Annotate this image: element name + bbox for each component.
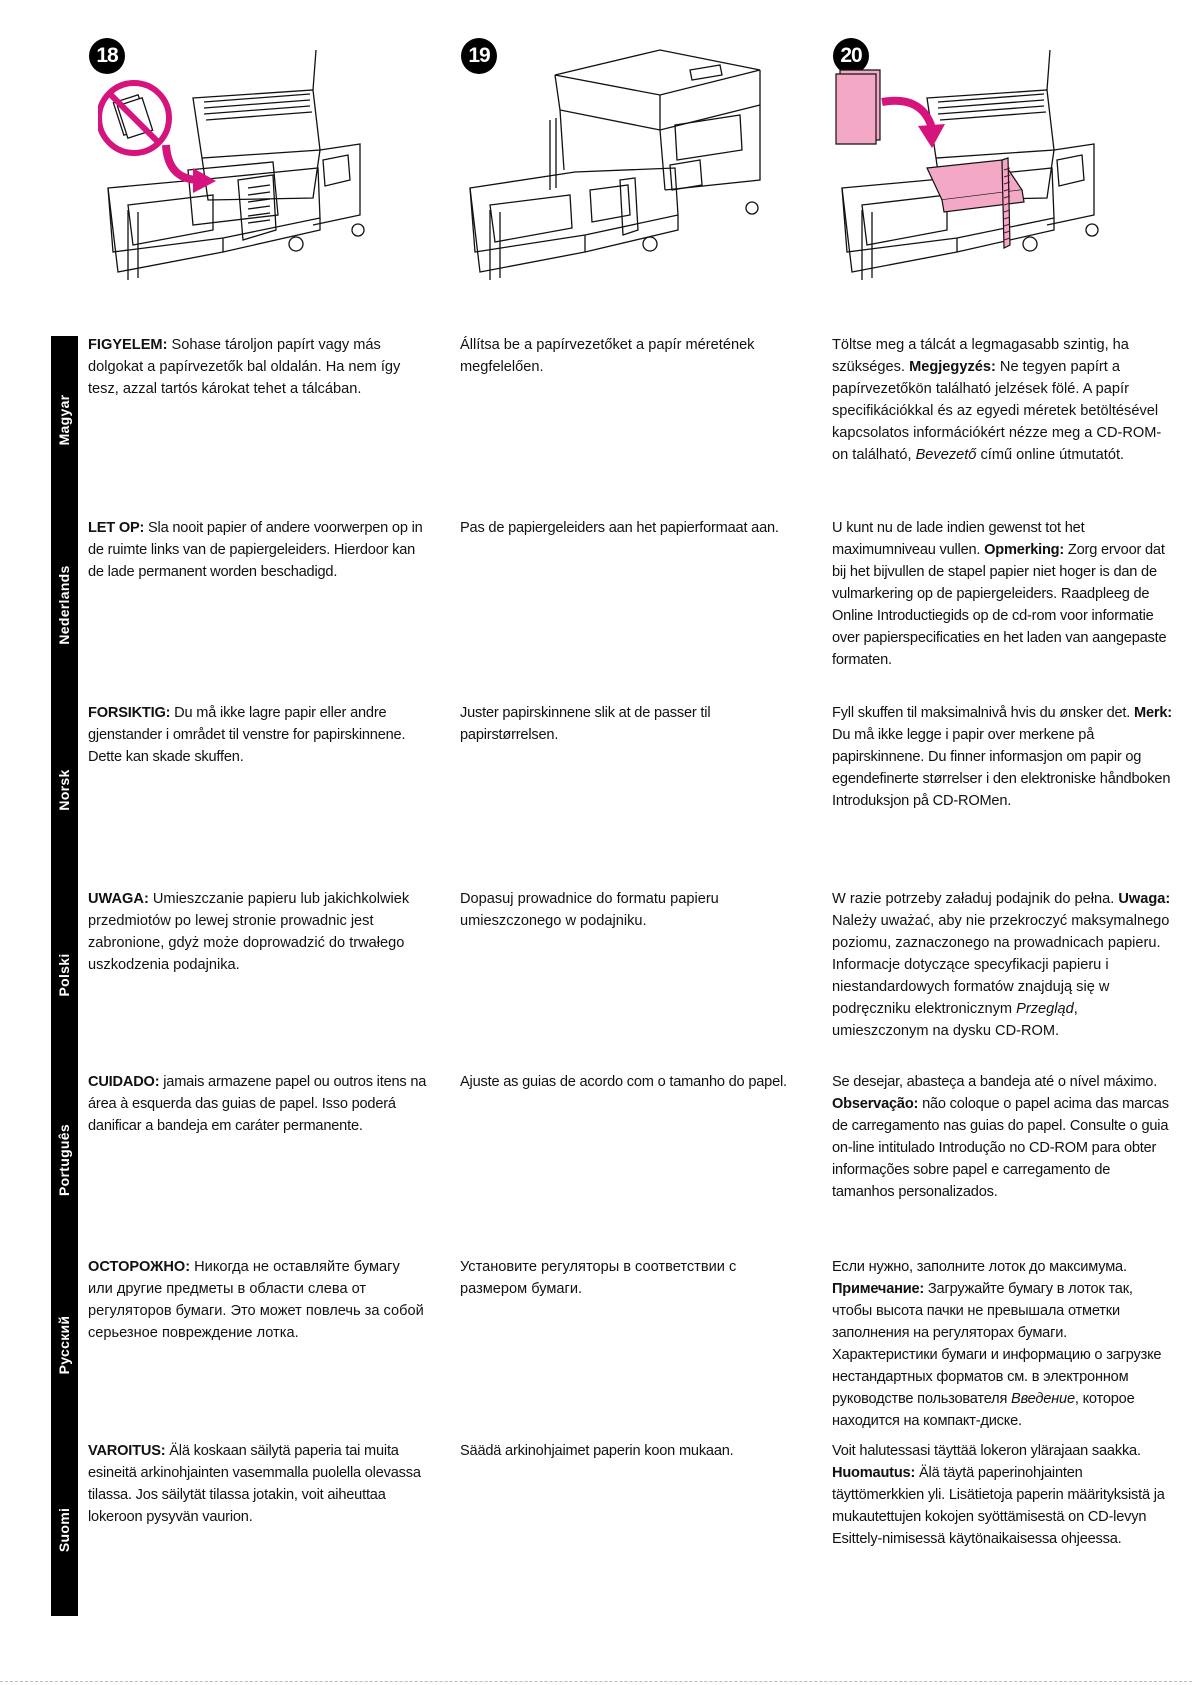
page-bottom-rule [0, 1681, 1192, 1682]
illustration-step-19 [460, 40, 780, 290]
illustration-step-18 [98, 40, 418, 290]
caution-text-magyar: FIGYELEM: Sohase tároljon papírt vagy más dolgokat a papírvezetők bal oldalán. Ha nem így tesz, azzal tartós károkat tehet a tálcában. [88, 337, 401, 397]
fill-tray-text-suomi: Voit halutessasi täyttää lokeron ylärajaan saakka. Huomautus: Älä täytä paperinohjainten täyttömerkkien yli. Lisätietoja paperin määrityksistä ja mukautettujen kokojen syöttämisestä on CD-levyn Esittely-nimisessä käytönaikaisessa ohjeessa. [832, 1443, 1165, 1547]
adjust-guides-text-norsk: Juster papirskinnene slik at de passer til papirstørrelsen. [460, 705, 711, 743]
caution-text-nederlands: LET OP: Sla nooit papier of andere voorwerpen op in de ruimte links van de papiergeleiders. Hierdoor kan de lade permanent worden beschadigd. [88, 520, 423, 580]
step-badge-19: 19 [461, 38, 497, 74]
caution-text-suomi: VAROITUS: Älä koskaan säilytä paperia tai muita esineitä arkinohjainten vasemmalla puolella olevassa tilassa. Jos säilytät tilassa jotakin, voit aiheuttaa lokeroon pysyvän vaurion. [88, 1443, 421, 1525]
step-badge-20: 20 [833, 38, 869, 74]
caution-text-portugues: CUIDADO: jamais armazene papel ou outros itens na área à esquerda das guias de papel. Isso poderá danificar a bandeja em caráter permanente. [88, 1074, 427, 1134]
adjust-guides-text-portugues: Ajuste as guias de acordo com o tamanho do papel. [460, 1074, 787, 1090]
paper-stack-icon [836, 70, 880, 144]
fill-tray-text-polski: W razie potrzeby załaduj podajnik do pełna. Uwaga: Należy uważać, aby nie przekroczyć maksymalnego poziomu, zaznaczonego na prowadnicach papieru. Informacje dotyczące specyfikacji papieru i niestandardowych formatów znajdują się w podręczniku elektronicznym Przegląd, umieszczonym na dysku CD-ROM. [832, 891, 1171, 1039]
fill-tray-text-russkiy: Если нужно, заполните лоток до максимума. Примечание: Загружайте бумагу в лоток так, чтобы высота пачки не превышала отметки заполнения на регуляторах бумаги. Характеристики бумаги и информацию о загрузке нестандартных форматов см. в электронном руководстве пользователя Введение, которое находится на компакт-диске. [832, 1259, 1162, 1429]
adjust-guides-text-nederlands: Pas de papiergeleiders aan het papierformaat aan. [460, 520, 779, 536]
adjust-guides-text-polski: Dopasuj prowadnice do formatu papieru umieszczonego w podajniku. [460, 891, 719, 929]
no-storage-warning-icon [99, 83, 169, 153]
fill-tray-text-nederlands: U kunt nu de lade indien gewenst tot het maximumniveau vullen. Opmerking: Zorg ervoor dat bij het bijvullen de stapel papier niet hoger is dan de vulmarkering op de papiergeleiders. Raadpleeg de Online Introductiegids op de cd-rom voor informatie over papierspecificaties en het laden van aangepaste formaten. [832, 520, 1167, 668]
fill-tray-text-portugues: Se desejar, abasteça a bandeja até o nível máximo. Observação: não coloque o papel acima das marcas de carregamento nas guias do papel. Consulte o guia on-line intitulado Introdução no CD-ROM para obter informações sobre papel e carregamento de tamanhos personalizados. [832, 1074, 1169, 1200]
adjust-guides-text-suomi: Säädä arkinohjaimet paperin koon mukaan. [460, 1443, 734, 1459]
step-badge-18: 18 [89, 38, 125, 74]
adjust-guides-text-russkiy: Установите регуляторы в соответствии с размером бумаги. [460, 1259, 737, 1297]
illustration-step-20 [832, 40, 1172, 290]
fill-tray-text-norsk: Fyll skuffen til maksimalnivå hvis du ønsker det. Merk: Du må ikke legge i papir over merkene på papirskinnene. Du finner informasjon om papir og egendefinerte størrelser i den elektroniske håndboken Introduksjon på CD-ROMen. [832, 705, 1172, 809]
adjust-guides-text-magyar: Állítsa be a papírvezetőket a papír méretének megfelelően. [460, 337, 755, 375]
fill-tray-text-magyar: Töltse meg a tálcát a legmagasabb szintig, ha szükséges. Megjegyzés: Ne tegyen papírt a papírvezetőkön található jelzések fölé. A papír specifikációkkal és az egyedi méretek betöltésével kapcsolatos információkért nézze meg a CD-ROM-on található, Bevezető című online útmutatót. [832, 337, 1162, 463]
caution-text-norsk: FORSIKTIG: Du må ikke lagre papir eller andre gjenstander i området til venstre for papirskinnene. Dette kan skade skuffen. [88, 705, 406, 765]
caution-text-russkiy: ОСТОРОЖНО: Никогда не оставляйте бумагу или другие предметы в области слева от регуляторов бумаги. Это может повлечь за собой серьезное повреждение лотка. [88, 1259, 424, 1341]
caution-text-polski: UWAGA: Umieszczanie papieru lub jakichkolwiek przedmiotów po lewej stronie prowadnic jest zabronione, gdyż może doprowadzić do trwałego uszkodzenia podajnika. [88, 891, 410, 973]
